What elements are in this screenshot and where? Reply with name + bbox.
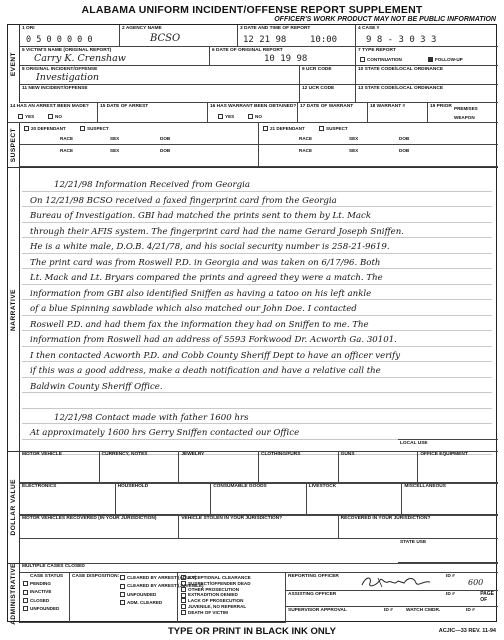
checkbox-label: PENDING <box>30 581 51 586</box>
death-of-victim-checkbox[interactable] <box>181 610 186 615</box>
form-id: ACJIC—33 REV. 11-94 <box>438 628 496 634</box>
property-label: OFFICE EQUIPMENT <box>420 452 468 457</box>
ucr-code-2-field[interactable]: 12 UCR CODE <box>300 85 356 103</box>
property-label: GUNS <box>340 452 355 457</box>
property-recovered-in-your-jurisdiction[interactable] <box>339 515 498 539</box>
property-label: RECOVERED IN YOUR JURISDICTION? <box>340 516 431 521</box>
narrative-line: 12/21/98 Information Received from Georgia <box>54 180 250 190</box>
ucr-code-field[interactable]: 9 UCR CODE <box>300 66 356 85</box>
officer-signature <box>358 574 438 590</box>
assisting-officer-field[interactable]: ASSISTING OFFICER ID # <box>286 591 498 607</box>
checkbox-label: CLEARED BY ARREST (ADULT) <box>127 575 197 580</box>
property-label: CONSUMABLE GOODS <box>213 484 267 489</box>
extradition-denied-checkbox[interactable] <box>181 593 186 598</box>
narrative-line: I then contacted Acworth P.D. and Cobb County Sheriff Dept to have an officer verify <box>30 350 401 361</box>
case-status-field[interactable]: CASE STATUS PENDING INACTIVE CLOSED UNFOUNDED <box>20 573 70 623</box>
defendant-1-field[interactable]: 20 DEFENDANT SUSPECT RACE SEX DOB <box>20 123 259 145</box>
property-label: LIVESTOCK <box>308 484 337 489</box>
ink-instruction: TYPE OR PRINT IN BLACK INK ONLY <box>167 626 337 637</box>
arrest-date-field[interactable]: 15 DATE OF ARREST <box>98 103 208 123</box>
narrative-line: The print card was from Roswell P.D. in Georgia and was taken on 6/17/96. Both <box>30 257 381 268</box>
report-date-field[interactable]: 3 DATE AND TIME OF REPORT 12 21 98 10:00 <box>238 25 356 47</box>
prior-field[interactable]: 19 PRIOR PREMISES WEAPON <box>428 103 498 123</box>
narrative-line: through their AFIS system. The fingerprint card had the name Gerard Joseph Sniffen. <box>30 226 404 237</box>
event-section-label: EVENT <box>8 25 20 103</box>
victim-name-field[interactable]: 5 VICTIM'S NAME (ORIGINAL REPORT) Carry K. Crenshaw <box>20 47 210 66</box>
checkbox-label: JUVENILE, NO REFERRAL <box>188 603 247 609</box>
suspect-2-checkbox[interactable] <box>319 126 324 131</box>
multiple-cases-field[interactable]: MULTIPLE CASES CLOSED <box>20 563 498 573</box>
narrative-line: 12/21/98 Contact made with father 1600 hrs <box>54 412 249 423</box>
narrative-line: At approximately 1600 hrs Gerry Sniffen contacted our Office <box>30 428 300 438</box>
ori-field[interactable]: 1 ORI 0 5 0 0 0 0 0 <box>20 25 120 47</box>
property-label: MISCELLANEOUS <box>404 484 446 489</box>
cleared-by-arrest-adult-checkbox[interactable] <box>120 575 125 580</box>
property-vehicle-stolen-in-your-jurisdiction[interactable] <box>179 515 338 539</box>
closed-checkbox[interactable] <box>23 598 28 603</box>
property-livestock[interactable] <box>307 483 403 515</box>
property-household[interactable] <box>116 483 212 515</box>
defendant-1-checkbox[interactable] <box>24 126 29 131</box>
report-type-field[interactable]: 7 TYPE REPORT CONTINUATION FOLLOW-UP <box>356 47 498 66</box>
narrative-line: He is a white male, D.O.B. 4/21/78, and his social security number is 258-21-9619. <box>30 242 390 252</box>
original-incident-field[interactable]: 8 ORIGINAL INCIDENT/OFFENSE Investigation <box>20 66 300 85</box>
arrest-yes-checkbox[interactable] <box>18 114 23 119</box>
reporting-officer-field[interactable]: REPORTING OFFICER ID # 600 <box>286 573 498 591</box>
narrative-line: of a blue Spinning sawblade which also matched our John Doe. I contacted <box>30 304 357 314</box>
property-label: MOTOR VEHICLES RECOVERED (IN YOUR JURISDICTION) <box>22 516 157 521</box>
checkbox-label: DEATH OF VICTIM <box>188 609 228 615</box>
narrative-line: information from GBI also identified Sniffen as having a tatoo on his left ankle <box>30 288 372 299</box>
warrant-no-checkbox[interactable] <box>248 114 253 119</box>
arrest-made-field[interactable]: 14 HAS AN ARREST BEEN MADE? YES NO <box>8 103 98 123</box>
exceptional-clearance-field[interactable] <box>178 573 286 623</box>
supervisor-approval-field[interactable]: SUPERVISOR APPROVAL ID # WATCH CMDR. ID # <box>288 608 475 613</box>
arrest-no-checkbox[interactable] <box>48 114 53 119</box>
admin-section-label: ADMINISTRATIVE <box>8 563 20 623</box>
narrative-line: Roswell P.D. and had them fax the information they had on Sniffen to me. The <box>30 319 369 330</box>
checkbox-label: ADM. CLEARED <box>127 599 163 605</box>
exceptional-clearance-checkbox[interactable] <box>181 575 186 580</box>
pending-checkbox[interactable] <box>23 581 28 586</box>
property-label: HOUSEHOLD <box>117 484 149 489</box>
new-incident-field[interactable]: 11 NEW INCIDENT/OFFENSE <box>20 85 300 103</box>
narrative-line: Bureau of Investigation. GBI had matched the prints sent to them by Lt. Mack <box>30 211 372 221</box>
defendant-2-field[interactable]: 21 DEFENDANT SUSPECT RACE SEX DOB <box>259 123 498 145</box>
narrative-line: information from Roswell had an address of 5593 Forkwood Dr. Acworth Ga. 30101. <box>30 335 397 345</box>
warrant-date-field[interactable]: 17 DATE OF WARRANT <box>298 103 368 123</box>
state-use-field[interactable]: STATE USE <box>398 539 498 563</box>
cleared-by-arrest-juvenile-checkbox[interactable] <box>120 584 125 589</box>
warrant-number-field[interactable]: 18 WARRANT # <box>368 103 428 123</box>
property-guns[interactable] <box>339 451 419 483</box>
property-label: VEHICLE STOLEN IN YOUR JURISDICTION? <box>181 516 283 521</box>
original-report-date-field[interactable]: 6 DATE OF ORIGINAL REPORT 10 19 98 <box>210 47 356 66</box>
followup-checkbox[interactable] <box>428 57 433 62</box>
suspect-1-details[interactable]: RACE SEX DOB <box>20 145 259 167</box>
checkbox-label: UNFOUNDED <box>127 591 157 597</box>
property-label: MOTOR VEHICLE <box>22 452 62 457</box>
adm-cleared-checkbox[interactable] <box>120 600 125 605</box>
property-label: CLOTHING/FURS <box>261 452 301 457</box>
narrative-line: Lt. Mack and Lt. Bryars compared the prints and agreed they were a match. The <box>30 273 383 283</box>
unfounded-checkbox[interactable] <box>120 592 125 597</box>
juvenile-no-referral-checkbox[interactable] <box>181 604 186 609</box>
warrant-obtained-field[interactable]: 16 HAS WARRANT BEEN OBTAINED? YES NO <box>208 103 298 123</box>
property-label: CURRENCY, NOTES <box>101 452 148 457</box>
checkbox-label: CLEARED BY ARREST (JUVENILE) <box>127 583 204 589</box>
suspect-section-label: SUSPECT <box>8 123 20 167</box>
state-code-field[interactable]: 10 STATE CODE/LOCAL ORDINANCE <box>356 66 498 85</box>
property-clothing-furs[interactable] <box>259 451 339 483</box>
property-miscellaneous[interactable] <box>402 483 498 515</box>
state-code-2-field[interactable]: 13 STATE CODE/LOCAL ORDINANCE <box>356 85 498 103</box>
suspect-2-details[interactable]: RACE SEX DOB <box>259 145 498 167</box>
checkbox-label: LACK OF PROSECUTION <box>188 598 244 604</box>
property-jewelry[interactable] <box>179 451 259 483</box>
narrative-line: On 12/21/98 BCSO received a faxed fingerprint card from the Georgia <box>30 195 337 206</box>
property-currency-notes[interactable] <box>100 451 180 483</box>
defendant-2-checkbox[interactable] <box>263 126 268 131</box>
checkbox-label: INACTIVE <box>30 589 52 595</box>
dollar-value-section-label: DOLLAR VALUE <box>8 451 20 563</box>
unfounded-checkbox[interactable] <box>23 606 28 611</box>
narrative-line: if this was a good address, make a death notification and have a relative call the <box>30 366 381 376</box>
property-electronics[interactable] <box>20 483 116 515</box>
checkbox-label: SUSPECT/OFFENDER DEAD <box>188 580 251 586</box>
checkbox-label: EXCEPTIONAL CLEARANCE <box>188 575 251 580</box>
narrative-area[interactable] <box>8 167 498 451</box>
property-consumable-goods[interactable] <box>211 483 307 515</box>
public-info-notice: OFFICER'S WORK PRODUCT MAY NOT BE PUBLIC INFORMATION <box>274 16 496 23</box>
lack-of-prosecution-checkbox[interactable] <box>181 598 186 603</box>
continuation-checkbox[interactable] <box>360 57 365 62</box>
property-label: ELECTRONICS <box>22 484 57 489</box>
local-use-field[interactable]: LOCAL USE <box>398 439 498 451</box>
page-indicator: PAGE OF <box>480 591 494 603</box>
other-prosecution-checkbox[interactable] <box>181 587 186 592</box>
checkbox-label: UNFOUNDED <box>30 605 60 611</box>
property-motor-vehicle[interactable] <box>20 451 100 483</box>
checkbox-label: EXTRADITION DENIED <box>188 592 238 598</box>
suspect-offender-dead-checkbox[interactable] <box>181 581 186 586</box>
property-label: JEWELRY <box>181 452 205 457</box>
case-disposition-field[interactable]: CASE DISPOSITION: CLEARED BY ARREST (ADULT) CLEARED BY ARREST (JUVENILE) UNFOUNDED ADM. CLEARED <box>70 573 178 623</box>
form-title: ALABAMA UNIFORM INCIDENT/OFFENSE REPORT SUPPLEMENT <box>81 4 423 16</box>
suspect-1-checkbox[interactable] <box>80 126 85 131</box>
report-form <box>7 24 497 625</box>
narrative-rule <box>22 393 492 409</box>
agency-name-field[interactable]: 2 AGENCY NAME BCSO <box>120 25 238 47</box>
warrant-yes-checkbox[interactable] <box>218 114 223 119</box>
property-motor-vehicles-recovered-in-your-jurisdiction[interactable] <box>20 515 179 539</box>
case-number-field[interactable]: 4 CASE # 9 8 - 3 0 3 3 <box>356 25 498 47</box>
narrative-line: Baldwin County Sheriff Office. <box>30 381 163 392</box>
checkbox-label: OTHER PROSECUTION <box>188 586 240 592</box>
checkbox-label: CLOSED <box>30 597 50 603</box>
property-office-equipment[interactable] <box>418 451 498 483</box>
narrative-section-label: NARRATIVE <box>8 167 20 451</box>
inactive-checkbox[interactable] <box>23 590 28 595</box>
